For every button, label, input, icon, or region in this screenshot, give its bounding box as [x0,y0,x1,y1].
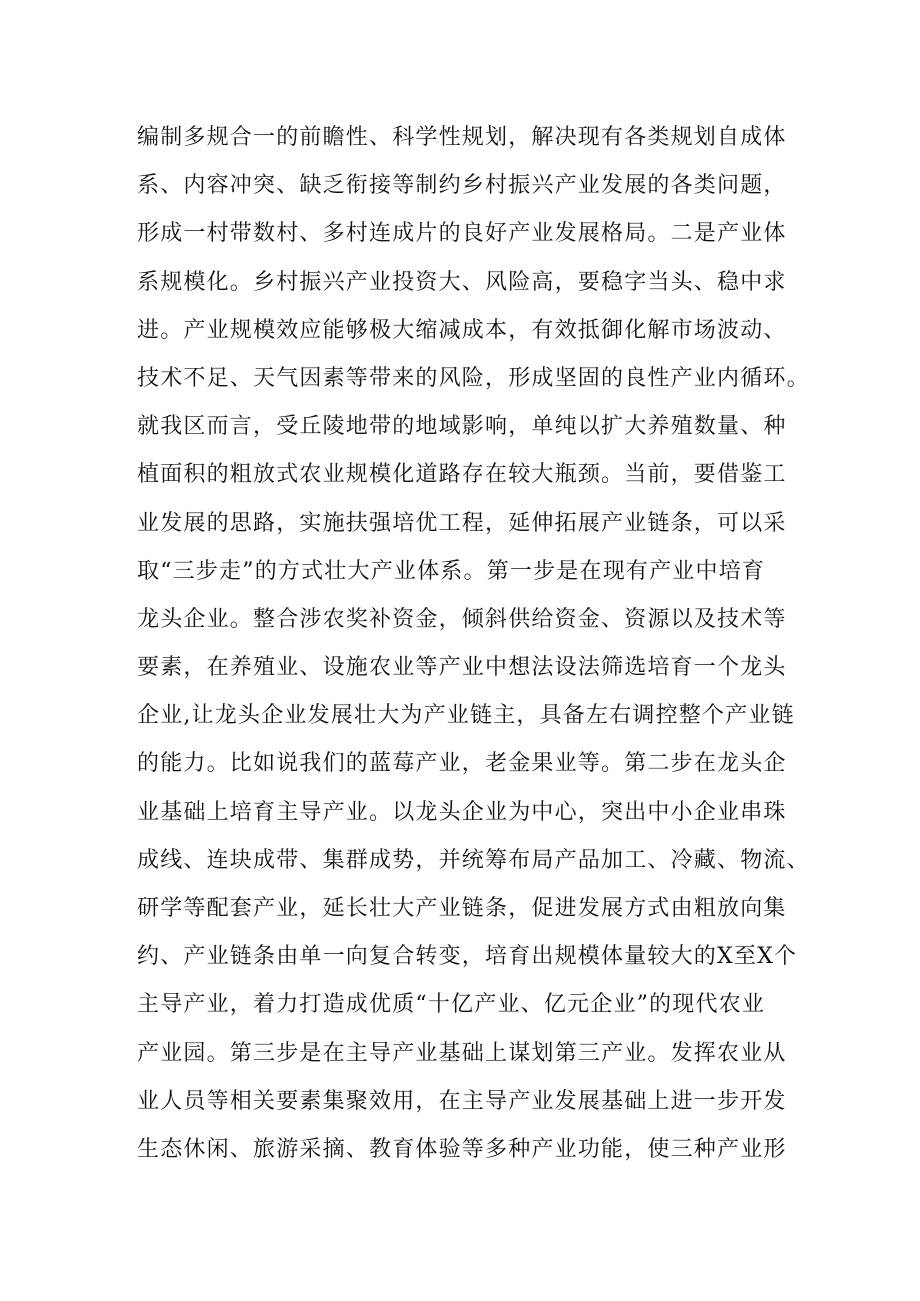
text-line: 企业,让龙头企业发展壮大为产业链主，具备左右调控整个产业链 [137,703,795,729]
text-line: 取“三步走”的方式壮大产业体系。第一步是在现有产业中培育 [137,558,766,584]
text-line: 植面积的粗放式农业规模化道路存在较大瓶颈。当前，要借鉴工 [137,462,787,488]
text-line: 成线、连块成带、集群成势，并统筹布局产品加工、冷藏、物流、 [137,847,810,873]
text-line: 要素，在养殖业、设施农业等产业中想法设法筛选培育一个龙头 [137,655,787,681]
text-line: 研学等配套产业，延长壮大产业链条，促进发展方式由粗放向集 [137,896,787,921]
text-line: 编制多规合一的前瞻性、科学性规划，解决现有各类规划自成体 [137,125,787,150]
text-line: 约、产业链条由单一向复合转变，培育出规模体量较大的X至X个 [137,944,798,970]
text-line: 技术不足、天气因素等带来的风险，形成坚固的良性产业内循环。 [137,365,810,391]
text-line: 业基础上培育主导产业。以龙头企业为中心，突出中小企业串珠 [137,799,787,825]
body-text [137,114,817,1174]
text-line: 产业园。第三步是在主导产业基础上谋划第三产业。发挥农业从 [137,1040,787,1066]
text-line: 就我区而言，受丘陵地带的地域影响，单纯以扩大养殖数量、种 [137,414,787,440]
text-line: 生态休闲、旅游采摘、教育体验等多种产业功能，使三种产业形 [137,1136,787,1162]
text-line: 业人员等相关要素集聚效用，在主导产业发展基础上进一步开发 [137,1088,787,1114]
text-line: 主导产业，着力打造成优质“十亿产业、亿元企业”的现代农业 [137,992,766,1018]
text-line: 的能力。比如说我们的蓝莓产业，老金果业等。第二步在龙头企 [137,751,787,777]
text-line: 进。产业规模效应能够极大缩减成本，有效抵御化解市场波动、 [137,317,787,343]
text-line: 系规模化。乡村振兴产业投资大、风险高，要稳字当头、稳中求 [137,269,787,295]
text-line: 业发展的思路，实施扶强培优工程，延伸拓展产业链条，可以采 [137,510,787,536]
text-line: 系、内容冲突、缺乏衔接等制约乡村振兴产业发展的各类问题， [137,173,787,199]
text-line: 龙头企业。整合涉农奖补资金，倾斜供给资金、资源以及技术等 [137,606,787,632]
text-line: 形成一村带数村、多村连成片的良好产业发展格局。二是产业体 [137,221,787,247]
